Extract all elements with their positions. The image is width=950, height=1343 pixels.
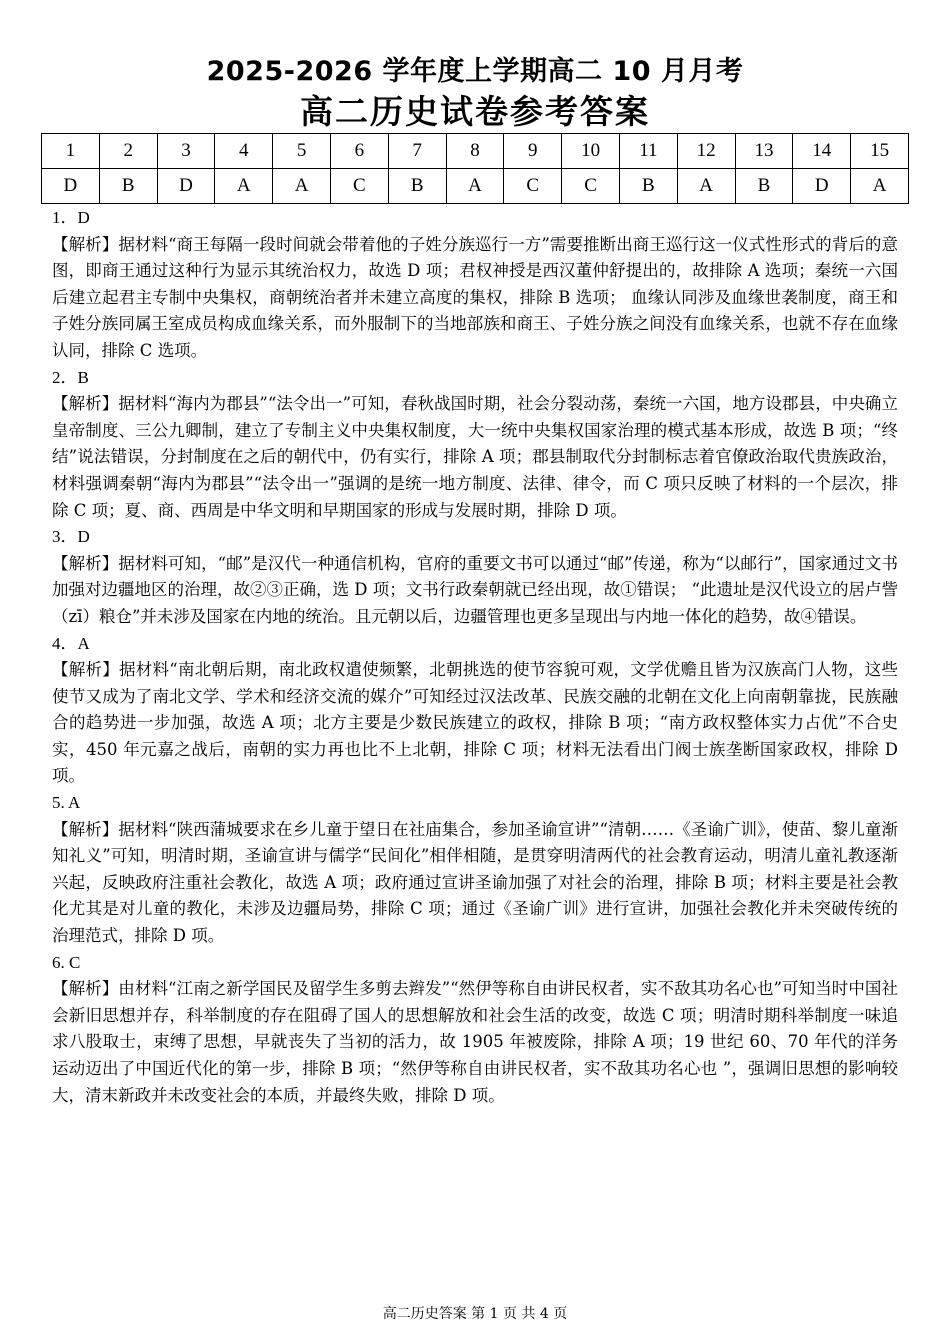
answer-cell: B [735,169,793,204]
question-analysis-6: 【解析】由材料“江南之新学国民及留学生多剪去辫发”“然伊等称自由讲民权者，实不敌其功名心也”可知当时中国社会新旧思想并存，科举制度的存在阻碍了国人的思想解放和社会生活的改变，故选 C 项；明清时期科举制度一味追求八股取士，束缚了思想，早就丧失了当初的活力，故 1905 年被废除，排除 A 项；19 世纪 60、70 年代的洋务运动迈出了中国近代化的第一步，排除 B 项；“然伊等称自由讲民权者，实不敌其功名心也 ”，强调旧思想的影响较大，清末新政并未改变社会的本质，并最终失败，排除 D 项。 [52,979,898,1105]
answer-cell: B [99,169,157,204]
question-number-3: 3．D [52,527,90,547]
answer-cell: B [388,169,446,204]
analysis-content [52,205,898,1109]
question-number-cell: 6 [330,134,388,169]
exam-title: 2025-2026 学年度上学期高二 10 月月考 [206,56,744,87]
question-analysis-1: 【解析】据材料“商王每隔一段时间就会带着他的子姓分族巡行一方”需要推断出商王巡行这一仪式性形式的背后的意图，即商王通过这种行为显示其统治权力，故选 D 项；君权神授是西汉董仲舒提出的，故排除 A 选项；秦统一六国后建立起君主专制中央集权，商朝统治者并未建立高度的集权，排除 B 选项； 血缘认同涉及血缘世袭制度，商王和子姓分族同属王室成员构成血缘关系，而外服制下的当地部族和商王、子姓分族之间没有血缘关系，也就不存在血缘认同，排除 C 选项。 [52,234,898,360]
answer-cell: A [677,169,735,204]
answer-cell: A [446,169,504,204]
answer-cell: A [215,169,273,204]
answer-cell: B [619,169,677,204]
question-analysis-2: 【解析】据材料“海内为郡县”“法令出一”可知，春秋战国时期，社会分裂动荡，秦统一六国，地方设郡县，中央确立皇帝制度、三公九卿制，建立了专制主义中央集权制度，大一统中央集权国家治理的模式基本形成，故选 B 项；“终结”说法错误，分封制度在之后的朝代中，仍有实行，排除 A 项；郡县制取代分封制标志着官僚政治取代贵族政治，材料强调秦朝“海内为郡县”“法令出一”强调的是统一地方制度、法律、律令，而 C 项只反映了材料的一个层次，排除 C 项；夏、商、西周是中华文明和早期国家的形成与发展时期，排除 D 项。 [52,394,898,520]
answer-cell: C [330,169,388,204]
answer-cell: C [504,169,562,204]
question-number-6: 6. C [52,952,81,972]
answer-table [41,133,909,204]
question-number-2: 2．B [52,367,89,387]
question-number-cell: 9 [504,134,562,169]
question-number-cell: 14 [793,134,851,169]
question-number-cell: 12 [677,134,735,169]
question-number-cell: 4 [215,134,273,169]
question-number-cell: 8 [446,134,504,169]
question-analysis-4: 【解析】据材料“南北朝后期，南北政权遣使频繁，北朝挑选的使节容貌可观，文学优赡且皆为汉族高门人物，这些使节又成为了南北文学、学术和经济交流的媒介”可知经过汉法改革、民族交融的北朝在文化上向南朝靠拢，民族融合的趋势进一步加强，故选 A 项；北方主要是少数民族建立的政权，排除 B 项；“南方政权整体实力占优”不合史实，450 年元嘉之战后，南朝的实力再也比不上北朝，排除 C 项；材料无法看出门阀士族垄断国家政权，排除 D 项。 [52,660,898,786]
question-number-cell: 11 [619,134,677,169]
question-analysis-5: 【解析】据材料“陕西蒲城要求在乡儿童于望日在社庙集合，参加圣谕宣讲”“清朝……《圣谕广训》，使苗、黎儿童渐知礼义”可知，明清时期，圣谕宣讲与儒学“民间化”相伴相随，是贯穿明清两代的社会教育运动，明清儿童礼教逐渐兴起，反映政府注重社会教化，故选 A 项；政府通过宣讲圣谕加强了对社会的治理，排除 B 项；材料主要是社会教化尤其是对儿童的教化，未涉及边疆局势，排除 C 项；通过《圣谕广训》进行宣讲，加强社会教化并未突破传统的治理范式，排除 D 项。 [52,819,898,946]
answer-cell: C [562,169,620,204]
answer-cell: D [42,169,100,204]
question-number-cell: 2 [99,134,157,169]
answer-cell: D [157,169,215,204]
answer-key-title: 高二历史试卷参考答案 [300,92,650,131]
question-number-1: 1．D [52,208,90,227]
question-number-cell: 13 [735,134,793,169]
answer-table-number-row [42,134,909,169]
answer-cell: D [793,169,851,204]
answer-cell: A [273,169,331,204]
question-number-cell: 5 [273,134,331,169]
question-number-cell: 3 [157,134,215,169]
question-number-cell: 10 [562,134,620,169]
question-number-cell: 1 [42,134,100,169]
question-number-4: 4．A [52,633,90,653]
question-number-cell: 7 [388,134,446,169]
question-analysis-3: 【解析】据材料可知，“邮”是汉代一种通信机构，官府的重要文书可以通过“邮”传递，称为“以邮行”，国家通过文书加强对边疆地区的治理，故②③正确，选 D 项；文书行政秦朝就已经出现，故①错误； “此遗址是汉代设立的居卢訾（zī）粮仓”并未涉及国家在内地的统治。且元朝以后，边疆管理也更多呈现出与内地一体化的趋势，故④错误。 [52,553,898,626]
question-number-cell: 15 [851,134,909,169]
answer-table-answer-row [42,169,909,204]
answer-cell: A [851,169,909,204]
question-number-5: 5. A [52,793,81,813]
page-footer: 高二历史答案 第 1 页 共 4 页 [382,1306,568,1322]
